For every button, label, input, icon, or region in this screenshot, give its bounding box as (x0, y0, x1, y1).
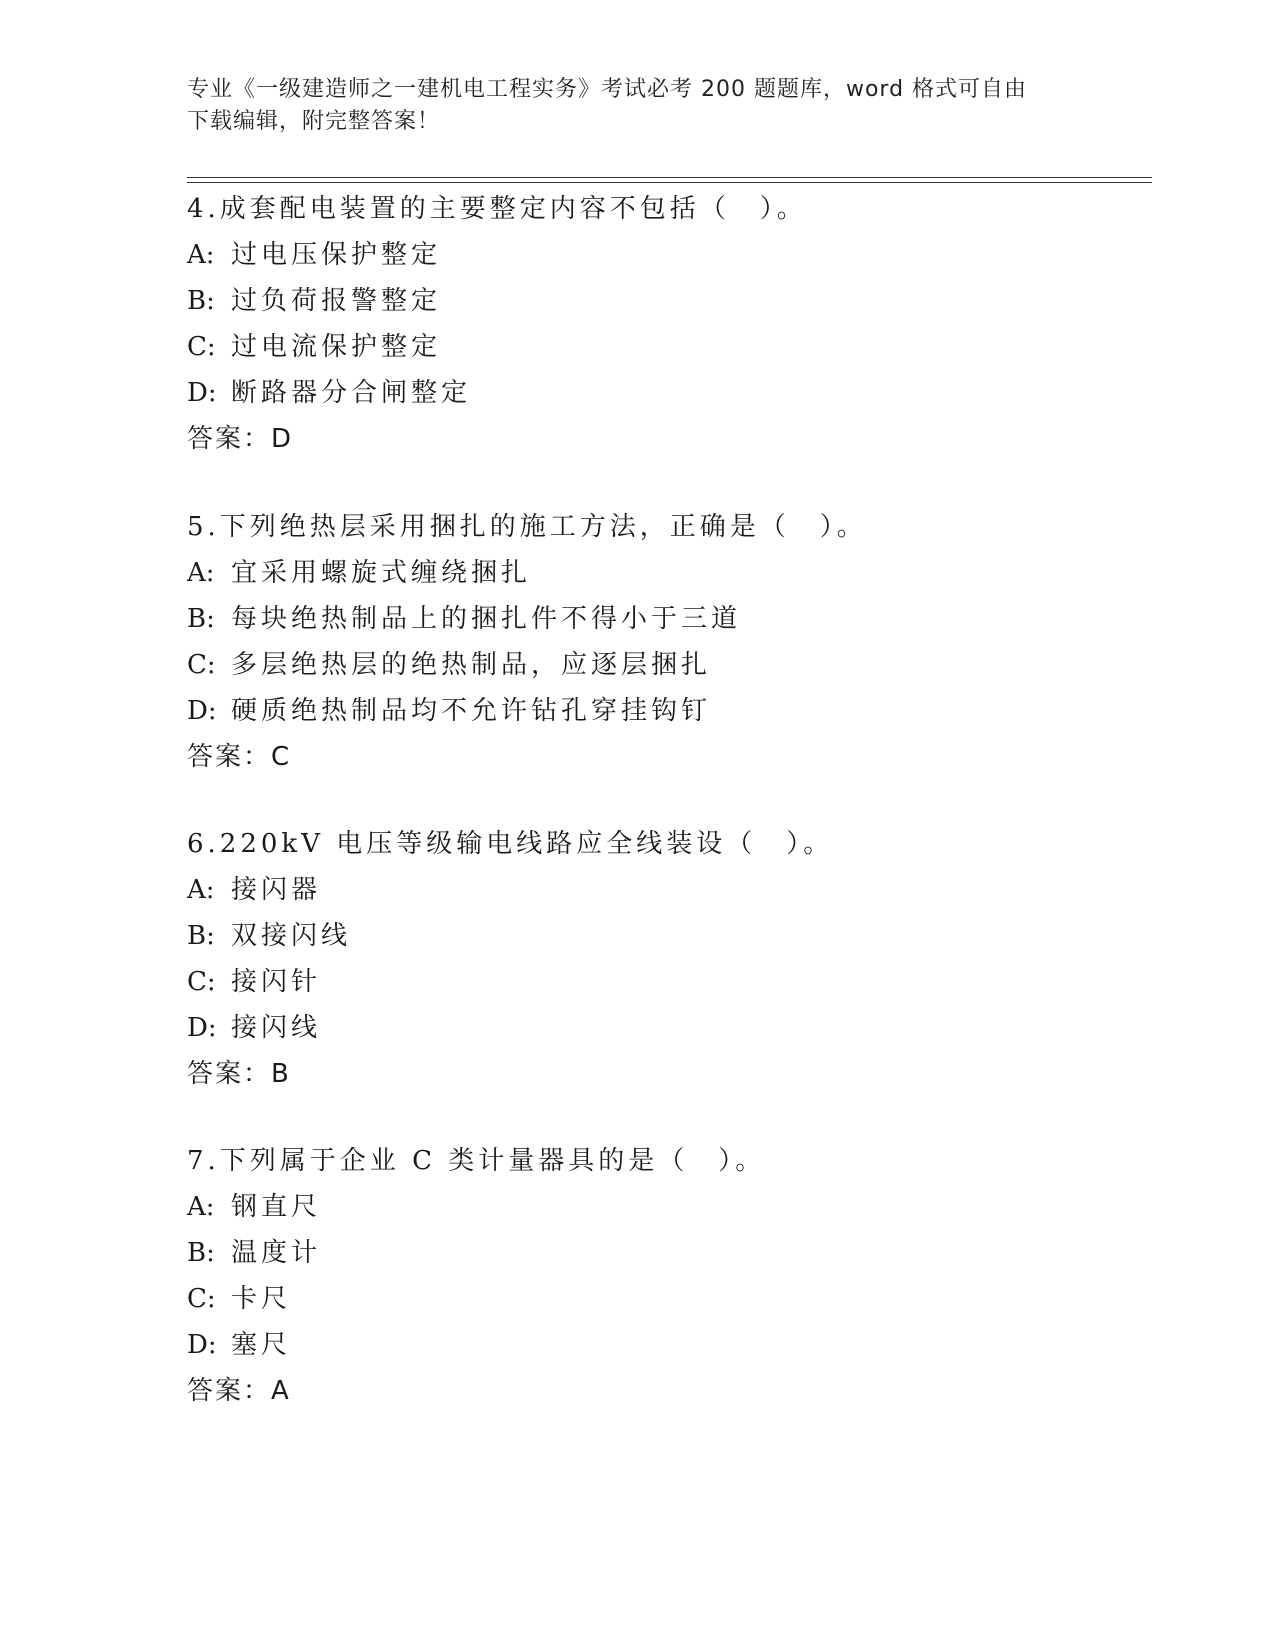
option-letter: A: (187, 558, 215, 588)
header-divider-bottom (187, 182, 1152, 183)
option-c (187, 959, 1147, 1005)
option-d (187, 370, 1147, 416)
option-b (187, 913, 1147, 959)
option-text: 过负荷报警整定 (231, 286, 442, 316)
option-a (187, 550, 1147, 596)
option-d (187, 1005, 1147, 1051)
answer-label: 答案： (187, 1376, 272, 1406)
question-block (187, 1138, 1147, 1414)
question-stem: 4.成套配电装置的主要整定内容不包括（ ）。 (187, 194, 807, 224)
option-letter: B: (187, 604, 215, 634)
option-letter: A: (187, 875, 215, 905)
option-letter: C: (187, 1284, 216, 1314)
answer-line (187, 734, 1147, 780)
question-block (187, 186, 1147, 462)
option-d (187, 688, 1147, 734)
option-b (187, 278, 1147, 324)
question-block (187, 821, 1147, 1097)
option-b (187, 596, 1147, 642)
question-block (187, 504, 1147, 780)
answer-line (187, 416, 1147, 462)
option-letter: A: (187, 1192, 215, 1222)
option-letter: D: (187, 378, 217, 408)
answer-value: A (271, 1376, 291, 1406)
document-header (187, 74, 1067, 138)
option-text: 硬质绝热制品均不允许钻孔穿挂钩钉 (231, 696, 712, 726)
answer-value: B (271, 1059, 291, 1089)
question-stem: 5.下列绝热层采用捆扎的施工方法，正确是（ ）。 (187, 512, 867, 542)
option-text: 多层绝热层的绝热制品，应逐层捆扎 (231, 650, 712, 680)
header-line-1: 专业《一级建造师之一建机电工程实务》考试必考 200 题题库，word 格式可自由 (187, 77, 1028, 102)
answer-line (187, 1051, 1147, 1097)
option-text: 接闪针 (231, 967, 322, 997)
option-text: 塞尺 (231, 1330, 292, 1360)
option-text: 钢直尺 (231, 1192, 322, 1222)
option-text: 过电流保护整定 (231, 332, 442, 362)
option-b (187, 1230, 1147, 1276)
option-a (187, 232, 1147, 278)
option-letter: D: (187, 1013, 217, 1043)
option-letter: B: (187, 286, 215, 316)
answer-label: 答案： (187, 1059, 272, 1089)
option-letter: B: (187, 1238, 215, 1268)
answer-label: 答案： (187, 742, 272, 772)
header-divider-top (187, 177, 1152, 178)
option-text: 卡尺 (231, 1284, 292, 1314)
option-c (187, 642, 1147, 688)
option-text: 双接闪线 (231, 921, 352, 951)
option-letter: C: (187, 332, 216, 362)
option-letter: D: (187, 696, 217, 726)
option-letter: C: (187, 650, 216, 680)
option-a (187, 1184, 1147, 1230)
answer-value: D (271, 424, 294, 454)
question-stem: 6.220kV 电压等级输电线路应全线装设（ ）。 (187, 829, 834, 859)
option-letter: D: (187, 1330, 217, 1360)
option-text: 接闪器 (231, 875, 322, 905)
answer-value: C (271, 742, 292, 772)
answer-label: 答案： (187, 424, 272, 454)
option-letter: A: (187, 240, 215, 270)
option-letter: B: (187, 921, 215, 951)
answer-line (187, 1368, 1147, 1414)
header-line-2: 下载编辑，附完整答案！ (187, 109, 441, 134)
option-d (187, 1322, 1147, 1368)
question-stem: 7.下列属于企业 C 类计量器具的是（ ）。 (187, 1146, 766, 1176)
option-text: 断路器分合闸整定 (231, 378, 472, 408)
option-a (187, 867, 1147, 913)
option-text: 温度计 (231, 1238, 322, 1268)
option-c (187, 1276, 1147, 1322)
option-text: 接闪线 (231, 1013, 322, 1043)
option-c (187, 324, 1147, 370)
option-letter: C: (187, 967, 216, 997)
option-text: 每块绝热制品上的捆扎件不得小于三道 (231, 604, 742, 634)
option-text: 宜采用螺旋式缠绕捆扎 (231, 558, 532, 588)
option-text: 过电压保护整定 (231, 240, 442, 270)
